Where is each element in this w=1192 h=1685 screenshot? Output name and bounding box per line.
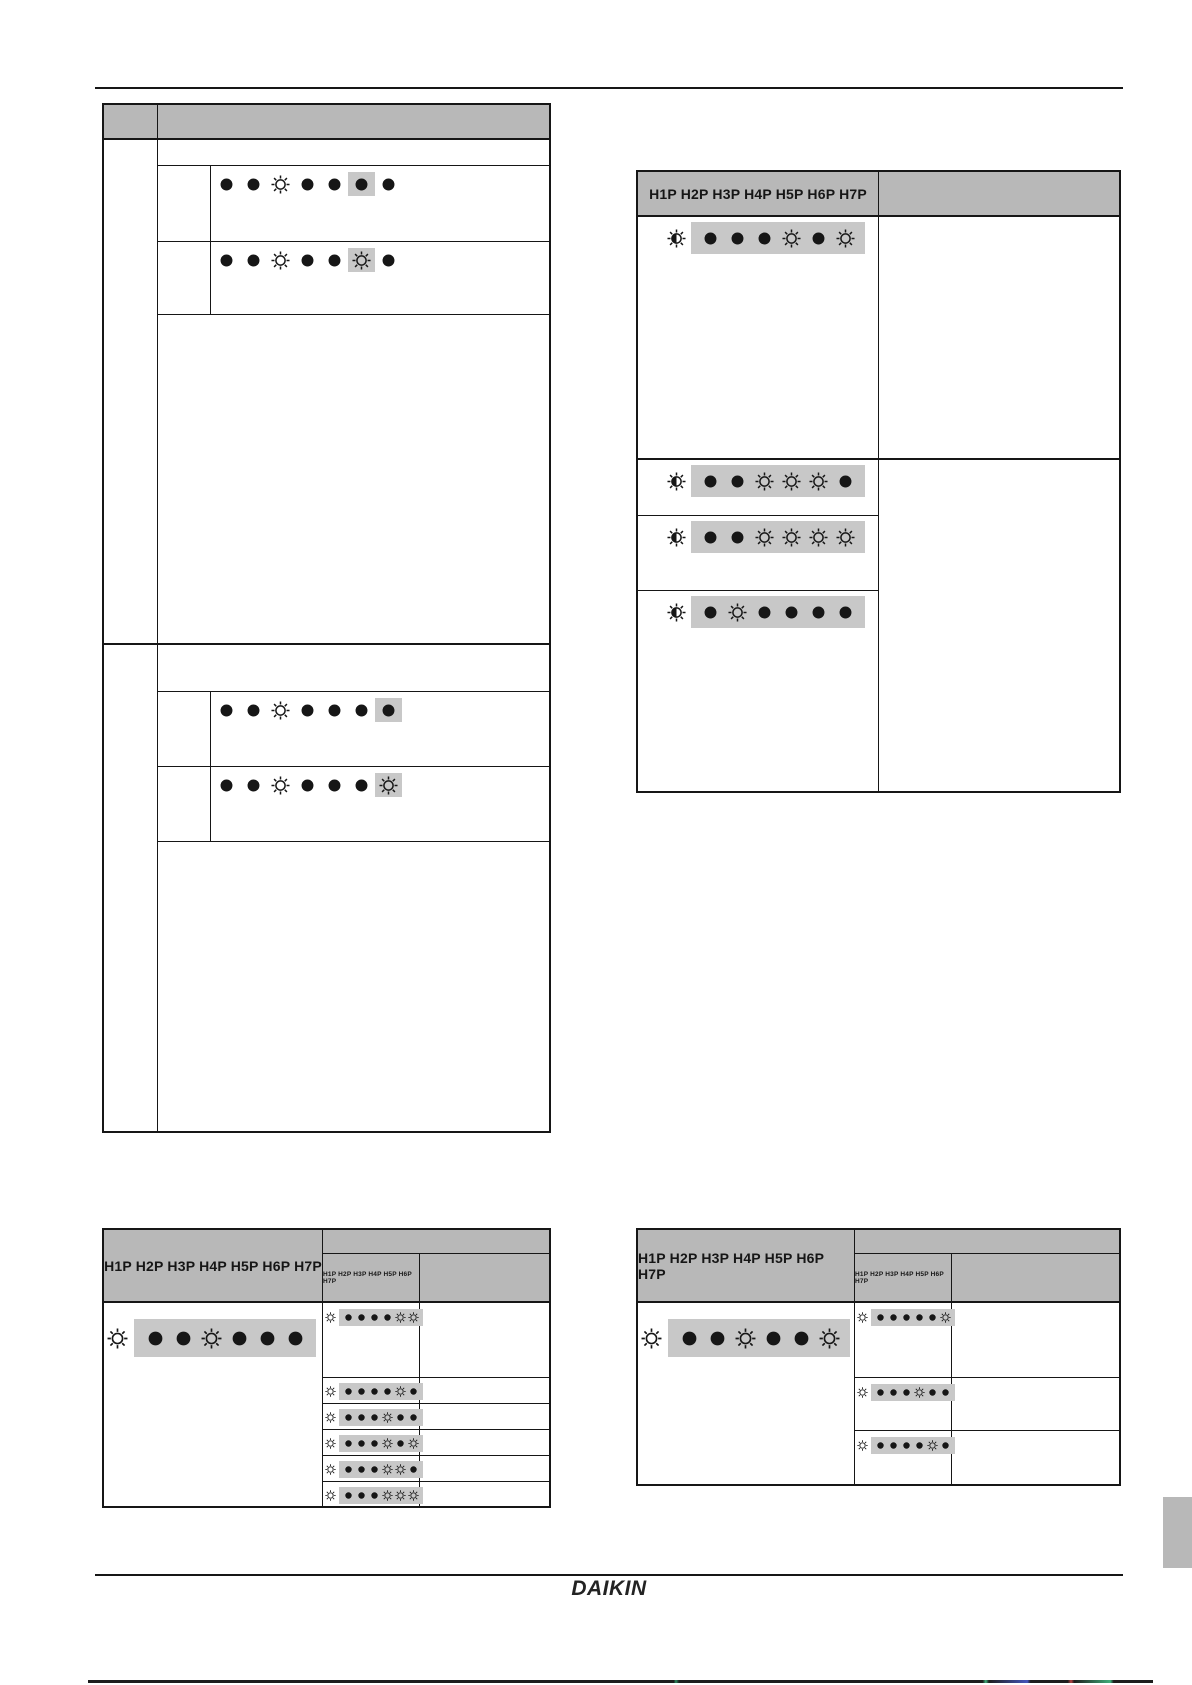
led-strip <box>134 1319 316 1357</box>
led-on-icon <box>874 1386 887 1399</box>
led-on-icon <box>355 1385 368 1398</box>
led-flash-icon <box>778 469 805 493</box>
led-on-icon <box>368 1463 381 1476</box>
led-on-icon <box>375 248 402 272</box>
led-strip <box>339 1409 423 1426</box>
led-flash-icon <box>805 469 832 493</box>
header-cell-description <box>879 172 1119 215</box>
header-cell-description <box>952 1254 1119 1301</box>
top-rule <box>95 87 1123 89</box>
led-flash-icon <box>926 1439 939 1452</box>
led-flash-icon <box>381 1411 394 1424</box>
led-flash-icon <box>267 248 294 272</box>
sub-desc-cell <box>420 1482 549 1506</box>
led-on-icon <box>253 1324 281 1352</box>
led-on-icon <box>697 226 724 250</box>
header-right-group <box>855 1230 1119 1301</box>
section2-row2-index-cell <box>158 767 211 841</box>
led-flash-icon <box>381 1463 394 1476</box>
led-on-icon <box>240 773 267 797</box>
section2-notes-cell <box>158 842 549 1131</box>
bottom-right-table <box>636 1228 1121 1486</box>
led-on-icon <box>900 1311 913 1324</box>
led-on-icon <box>805 226 832 250</box>
led-row-cell-1 <box>638 217 878 460</box>
led-on-icon <box>874 1311 887 1324</box>
led-flash-icon <box>267 172 294 196</box>
sub-desc-cell <box>420 1404 549 1429</box>
header-cell-leds-main <box>638 1230 855 1301</box>
led-on-icon <box>342 1463 355 1476</box>
section1-notes-cell <box>158 315 549 643</box>
section2-led-row-1 <box>158 692 549 767</box>
sub-row-3 <box>855 1431 1119 1484</box>
section1-row2-led-cell <box>211 242 549 314</box>
led-strip <box>691 465 865 497</box>
led-on-icon <box>778 600 805 624</box>
led-on-icon <box>240 698 267 722</box>
led-on-icon <box>355 1411 368 1424</box>
led-flash-icon <box>407 1311 420 1324</box>
led-blink-icon <box>856 1386 868 1399</box>
led-header-label: H1P H2P H3P H4P H5P H6P H7P <box>104 1257 322 1274</box>
led-flash-icon <box>394 1463 407 1476</box>
header-cell-leds-sub <box>323 1254 420 1301</box>
led-on-icon <box>724 525 751 549</box>
page-edge-tab <box>1163 1497 1192 1568</box>
header-sub-row <box>855 1254 1119 1301</box>
sub-led-cell <box>323 1378 420 1403</box>
daikin-logo: DAIKIN <box>571 1577 647 1600</box>
sub-row-1 <box>855 1303 1119 1378</box>
led-on-icon <box>355 1489 368 1502</box>
led-strip <box>691 521 865 553</box>
led-flash-icon <box>267 773 294 797</box>
led-strip <box>691 596 865 628</box>
led-on-icon <box>394 1411 407 1424</box>
bottom-left-table-body <box>104 1303 549 1506</box>
led-on-icon <box>294 248 321 272</box>
led-on-icon <box>887 1311 900 1324</box>
top-left-table <box>102 103 551 1133</box>
led-flash-icon <box>805 525 832 549</box>
led-on-icon <box>240 172 267 196</box>
led-blink-icon <box>666 525 686 549</box>
led-on-icon <box>913 1439 926 1452</box>
led-strip <box>871 1384 955 1401</box>
led-strip <box>691 222 865 254</box>
led-flash-icon <box>832 226 859 250</box>
led-pattern <box>324 1383 419 1400</box>
led-flash-icon <box>832 525 859 549</box>
sub-led-cell <box>323 1482 420 1506</box>
led-on-icon <box>724 469 751 493</box>
description-cell-2 <box>879 460 1119 791</box>
led-on-icon <box>342 1385 355 1398</box>
led-blink-icon <box>856 1439 868 1452</box>
led-row-cell-3 <box>638 516 878 591</box>
sub-desc-cell <box>952 1303 1119 1377</box>
led-header-label: H1P H2P H3P H4P H5P H6P H7P <box>649 185 867 202</box>
led-row-cell-2 <box>638 460 878 516</box>
led-strip <box>871 1437 955 1454</box>
led-on-icon <box>321 248 348 272</box>
section2-step-cell <box>104 645 158 1131</box>
bottom-rule <box>95 1574 1123 1576</box>
led-pattern <box>666 465 878 497</box>
led-on-icon <box>348 698 375 722</box>
main-led-cell <box>638 1303 855 1484</box>
led-on-icon <box>368 1311 381 1324</box>
led-on-icon <box>321 172 348 196</box>
led-on-icon <box>240 248 267 272</box>
led-on-icon <box>348 172 375 196</box>
header-right-group <box>323 1230 549 1301</box>
header-cell-step <box>104 105 158 138</box>
led-flash-icon <box>381 1489 394 1502</box>
sub-desc-cell <box>952 1431 1119 1484</box>
description-column <box>879 217 1119 791</box>
led-on-icon <box>375 172 402 196</box>
led-on-icon <box>407 1411 420 1424</box>
led-on-icon <box>675 1324 703 1352</box>
led-blink-icon <box>640 1324 662 1352</box>
led-pattern <box>640 1319 854 1357</box>
led-blink-icon <box>324 1489 336 1502</box>
led-on-icon <box>294 698 321 722</box>
led-blink-icon <box>666 469 686 493</box>
sub-row-5 <box>323 1456 549 1482</box>
section1-body <box>158 140 549 643</box>
led-strip <box>339 1461 423 1478</box>
sub-rows-column <box>855 1303 1119 1484</box>
led-on-icon <box>724 226 751 250</box>
sub-row-3 <box>323 1404 549 1430</box>
led-blink-icon <box>856 1311 868 1324</box>
led-flash-icon <box>815 1324 843 1352</box>
sub-desc-cell <box>420 1456 549 1481</box>
section1-step-cell <box>104 140 158 643</box>
led-on-icon <box>225 1324 253 1352</box>
led-on-icon <box>832 469 859 493</box>
led-on-icon <box>294 172 321 196</box>
led-strip <box>339 1435 423 1452</box>
header-cell-description <box>158 105 549 138</box>
sub-led-cell <box>323 1430 420 1455</box>
led-on-icon <box>887 1439 900 1452</box>
led-on-icon <box>355 1463 368 1476</box>
sub-desc-cell <box>952 1378 1119 1430</box>
description-cell-1 <box>879 217 1119 460</box>
led-on-icon <box>294 773 321 797</box>
led-on-icon <box>213 698 240 722</box>
led-pattern <box>856 1384 951 1401</box>
led-flash-icon <box>751 525 778 549</box>
header-band <box>323 1230 549 1254</box>
led-blink-icon <box>666 226 686 250</box>
led-on-icon <box>368 1411 381 1424</box>
led-strip <box>339 1309 423 1326</box>
led-subheader-label: H1P H2P H3P H4P H5P H6P H7P <box>855 1270 944 1285</box>
sub-row-2 <box>855 1378 1119 1431</box>
led-flash-icon <box>731 1324 759 1352</box>
led-pattern <box>213 773 549 797</box>
led-pattern <box>324 1487 419 1504</box>
bottom-right-table-body <box>638 1303 1119 1484</box>
led-on-icon <box>703 1324 731 1352</box>
led-blink-icon <box>324 1311 336 1324</box>
led-on-icon <box>787 1324 815 1352</box>
section1-row1-led-cell <box>211 166 549 241</box>
led-on-icon <box>697 525 724 549</box>
led-flash-icon <box>778 226 805 250</box>
led-on-icon <box>913 1311 926 1324</box>
led-on-icon <box>348 773 375 797</box>
led-flash-icon <box>913 1386 926 1399</box>
scan-artifact-line <box>88 1680 1153 1683</box>
led-on-icon <box>321 698 348 722</box>
led-strip <box>339 1487 423 1504</box>
led-flash-icon <box>939 1311 952 1324</box>
led-on-icon <box>832 600 859 624</box>
led-pattern <box>213 248 549 272</box>
led-pattern <box>324 1309 419 1326</box>
section2-body <box>158 645 549 1131</box>
led-on-icon <box>355 1311 368 1324</box>
led-flash-icon <box>778 525 805 549</box>
table-section-1 <box>104 140 549 645</box>
bottom-left-table-header <box>104 1230 549 1303</box>
led-on-icon <box>381 1385 394 1398</box>
led-on-icon <box>874 1439 887 1452</box>
led-blink-icon <box>324 1437 336 1450</box>
header-cell-description <box>420 1254 549 1301</box>
bottom-left-table <box>102 1228 551 1508</box>
section1-led-row-1 <box>158 166 549 242</box>
led-strip <box>668 1319 850 1357</box>
sub-led-cell <box>323 1456 420 1481</box>
led-header-label: H1P H2P H3P H4P H5P H6P H7P <box>638 1249 824 1282</box>
led-on-icon <box>939 1439 952 1452</box>
footer <box>95 1577 1123 1601</box>
header-cell-leds <box>638 172 879 215</box>
led-blink-icon <box>666 600 686 624</box>
led-pattern <box>666 521 878 553</box>
led-on-icon <box>368 1385 381 1398</box>
led-blink-icon <box>324 1463 336 1476</box>
section2-row2-led-cell <box>211 767 549 841</box>
led-on-icon <box>805 600 832 624</box>
sub-desc-cell <box>420 1430 549 1455</box>
sub-row-6 <box>323 1482 549 1506</box>
table-section-2 <box>104 645 549 1131</box>
led-flash-icon <box>724 600 751 624</box>
sub-row-4 <box>323 1430 549 1456</box>
sub-led-cell <box>855 1431 952 1484</box>
led-on-icon <box>321 773 348 797</box>
sub-led-cell <box>855 1378 952 1430</box>
sub-desc-cell <box>420 1303 549 1377</box>
led-flash-icon <box>381 1437 394 1450</box>
led-pattern <box>213 172 549 196</box>
led-column <box>638 217 879 791</box>
led-on-icon <box>697 469 724 493</box>
bottom-right-table-header <box>638 1230 1119 1303</box>
led-blink-icon <box>324 1385 336 1398</box>
top-right-table <box>636 170 1121 793</box>
section2-row1-index-cell <box>158 692 211 766</box>
top-left-table-header <box>104 105 549 140</box>
section2-led-row-2 <box>158 767 549 842</box>
led-subheader-label: H1P H2P H3P H4P H5P H6P H7P <box>323 1270 412 1285</box>
sub-rows-column <box>323 1303 549 1506</box>
led-on-icon <box>887 1386 900 1399</box>
led-pattern <box>666 222 878 254</box>
led-pattern <box>324 1435 419 1452</box>
led-flash-icon <box>375 773 402 797</box>
led-on-icon <box>939 1386 952 1399</box>
led-on-icon <box>375 698 402 722</box>
led-on-icon <box>381 1311 394 1324</box>
led-on-icon <box>759 1324 787 1352</box>
led-pattern <box>856 1437 951 1454</box>
led-flash-icon <box>751 469 778 493</box>
led-on-icon <box>213 773 240 797</box>
led-blink-icon <box>106 1324 128 1352</box>
top-right-table-body <box>638 217 1119 791</box>
led-on-icon <box>342 1411 355 1424</box>
top-right-table-header <box>638 172 1119 217</box>
section1-row2-index-cell <box>158 242 211 314</box>
led-on-icon <box>342 1311 355 1324</box>
led-flash-icon <box>267 698 294 722</box>
led-on-icon <box>394 1437 407 1450</box>
led-on-icon <box>342 1489 355 1502</box>
led-flash-icon <box>407 1489 420 1502</box>
led-pattern <box>324 1409 419 1426</box>
led-on-icon <box>213 248 240 272</box>
led-strip <box>871 1309 955 1326</box>
led-on-icon <box>407 1385 420 1398</box>
section1-led-row-2 <box>158 242 549 315</box>
sub-row-1 <box>323 1303 549 1378</box>
led-flash-icon <box>394 1489 407 1502</box>
led-on-icon <box>141 1324 169 1352</box>
led-pattern <box>106 1319 322 1357</box>
led-on-icon <box>355 1437 368 1450</box>
sub-row-2 <box>323 1378 549 1404</box>
led-on-icon <box>926 1386 939 1399</box>
header-sub-row <box>323 1254 549 1301</box>
section1-row1-index-cell <box>158 166 211 241</box>
section2-intro-cell <box>158 645 549 692</box>
main-led-cell <box>104 1303 323 1506</box>
header-cell-leds-main <box>104 1230 323 1301</box>
led-pattern <box>324 1461 419 1478</box>
led-flash-icon <box>407 1437 420 1450</box>
led-on-icon <box>368 1489 381 1502</box>
led-row-cell-4 <box>638 591 878 791</box>
led-on-icon <box>407 1463 420 1476</box>
led-blink-icon <box>324 1411 336 1424</box>
led-flash-icon <box>394 1385 407 1398</box>
sub-led-cell <box>323 1404 420 1429</box>
led-on-icon <box>213 172 240 196</box>
led-on-icon <box>900 1386 913 1399</box>
led-strip <box>339 1383 423 1400</box>
led-flash-icon <box>348 248 375 272</box>
led-on-icon <box>697 600 724 624</box>
led-on-icon <box>281 1324 309 1352</box>
led-pattern <box>666 596 878 628</box>
led-on-icon <box>926 1311 939 1324</box>
led-on-icon <box>900 1439 913 1452</box>
led-on-icon <box>342 1437 355 1450</box>
led-on-icon <box>751 226 778 250</box>
header-cell-leds-sub <box>855 1254 952 1301</box>
sub-led-cell <box>855 1303 952 1377</box>
led-on-icon <box>368 1437 381 1450</box>
header-band <box>855 1230 1119 1254</box>
led-on-icon <box>169 1324 197 1352</box>
led-pattern <box>213 698 549 722</box>
section1-intro-cell <box>158 140 549 166</box>
led-flash-icon <box>394 1311 407 1324</box>
led-on-icon <box>751 600 778 624</box>
sub-desc-cell <box>420 1378 549 1403</box>
section2-row1-led-cell <box>211 692 549 766</box>
led-flash-icon <box>197 1324 225 1352</box>
sub-led-cell <box>323 1303 420 1377</box>
led-pattern <box>856 1309 951 1326</box>
